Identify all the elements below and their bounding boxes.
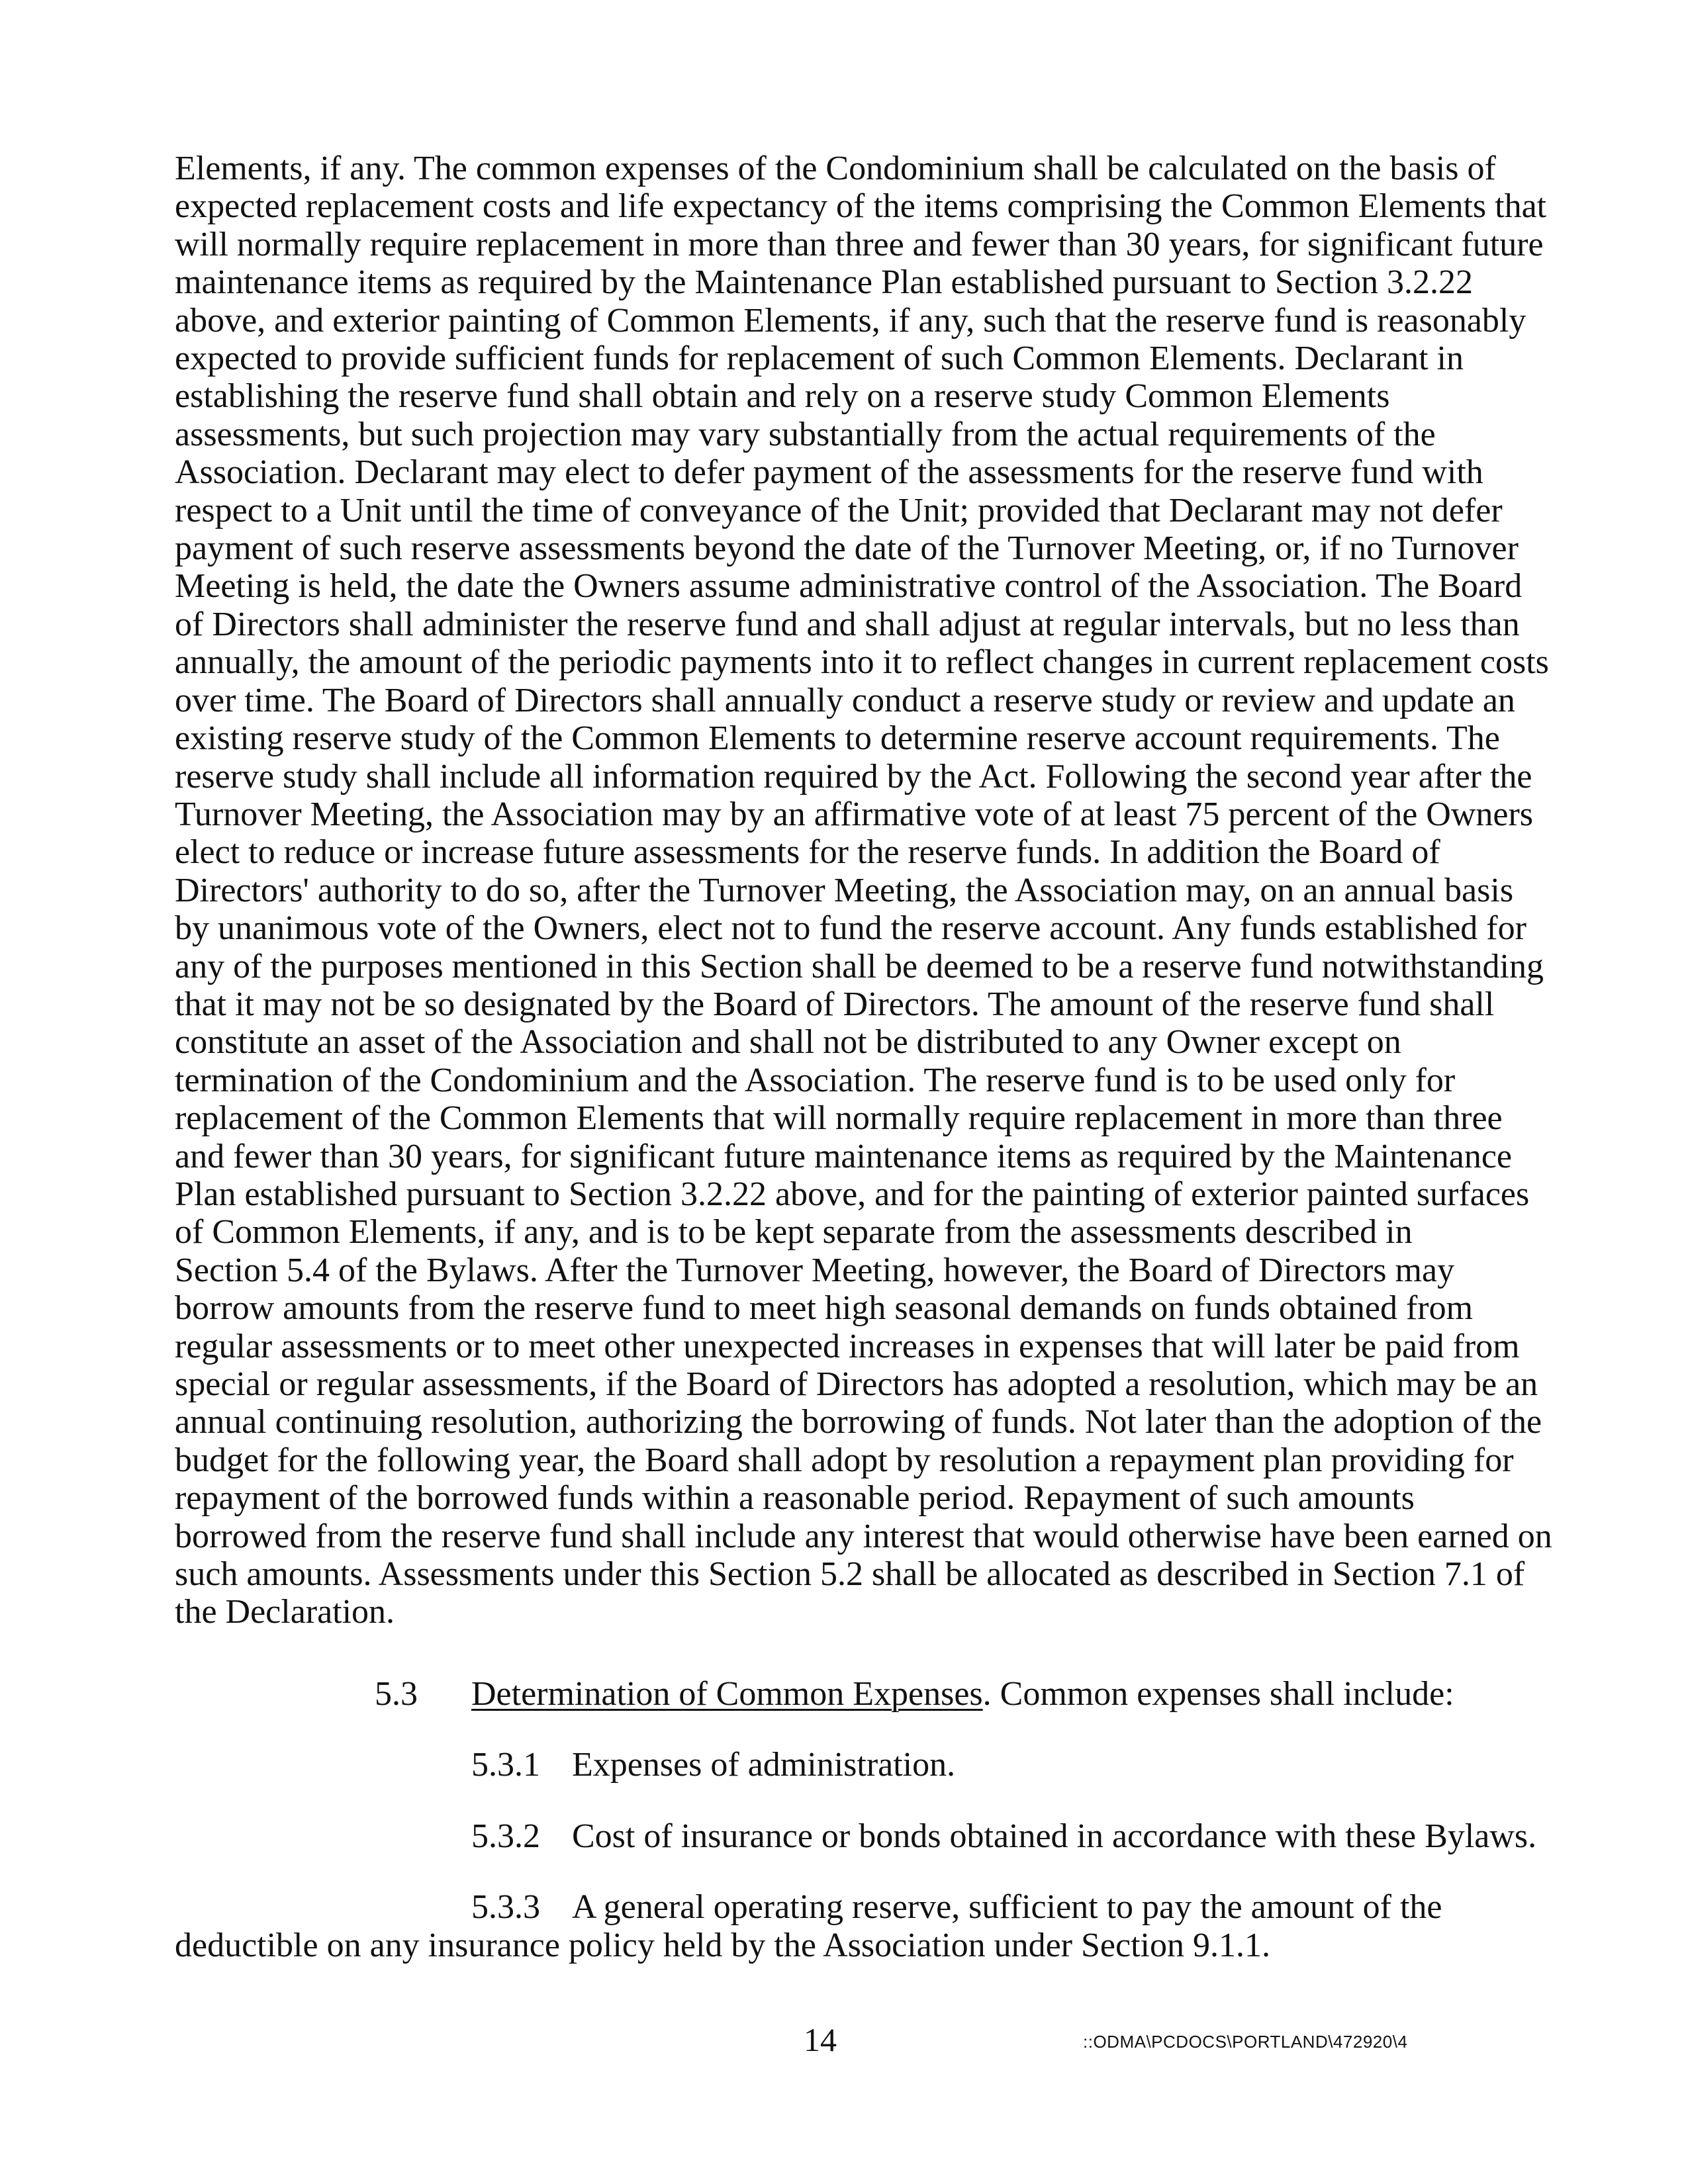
- paragraph-line: Plan established pursuant to Section 3.2.22 above, and for the painting of exterior painted surfaces: [175, 1175, 1530, 1213]
- item-number: 5.3.1: [471, 1746, 540, 1784]
- paragraph-line: such amounts. Assessments under this Section 5.2 shall be allocated as described in Section 7.1 of: [175, 1555, 1525, 1594]
- paragraph-line: above, and exterior painting of Common Elements, if any, such that the reserve fund is reasonably: [175, 301, 1526, 340]
- paragraph-line: expected replacement costs and life expectancy of the items comprising the Common Elements that: [175, 187, 1547, 226]
- paragraph-line: Section 5.4 of the Bylaws. After the Turnover Meeting, however, the Board of Directors may: [175, 1251, 1455, 1289]
- paragraph-line: and fewer than 30 years, for significant future maintenance items as required by the Maintenance: [175, 1137, 1512, 1175]
- paragraph-line: payment of such reserve assessments beyond the date of the Turnover Meeting, or, if no Turnover: [175, 529, 1519, 568]
- paragraph-line: Elements, if any. The common expenses of the Condominium shall be calculated on the basis of: [175, 150, 1496, 187]
- paragraph-line: expected to provide sufficient funds for replacement of such Common Elements. Declarant in: [175, 340, 1464, 378]
- paragraph-line: special or regular assessments, if the Board of Directors has adopted a resolution, which may be an: [175, 1365, 1538, 1403]
- item-continuation: deductible on any insurance policy held by the Association under Section 9.1.1.: [175, 1927, 1270, 1964]
- item-text: A general operating reserve, sufficient to pay the amount of the: [572, 1888, 1442, 1926]
- paragraph-line: reserve study shall include all information required by the Act. Following the second year after the: [175, 757, 1532, 796]
- section-intro-text: . Common expenses shall include:: [982, 1675, 1454, 1713]
- section-title: Determination of Common Expenses: [471, 1675, 983, 1713]
- paragraph-line: of Directors shall administer the reserve fund and shall adjust at regular intervals, but no less than: [175, 605, 1520, 643]
- paragraph-line: that it may not be so designated by the Board of Directors. The amount of the reserve fund shall: [175, 985, 1495, 1023]
- paragraph-line: Meeting is held, the date the Owners assume administrative control of the Association. The Board: [175, 567, 1523, 606]
- paragraph-line: the Declaration.: [175, 1593, 395, 1631]
- paragraph-line: constitute an asset of the Association and shall not be distributed to any Owner except on: [175, 1023, 1401, 1062]
- paragraph-line: existing reserve study of the Common Elements to determine reserve account requirements. The: [175, 719, 1500, 758]
- item-text: Cost of insurance or bonds obtained in accordance with these Bylaws.: [572, 1817, 1537, 1855]
- paragraph-line: annually, the amount of the periodic payments into it to reflect changes in current replacement costs: [175, 643, 1549, 682]
- paragraph-line: over time. The Board of Directors shall annually conduct a reserve study or review and update an: [175, 681, 1515, 719]
- paragraph-line: budget for the following year, the Board shall adopt by resolution a repayment plan providing for: [175, 1441, 1514, 1479]
- paragraph-line: annual continuing resolution, authorizing the borrowing of funds. Not later than the adoption of the: [175, 1403, 1542, 1441]
- paragraph-line: regular assessments or to meet other unexpected increases in expenses that will later be paid from: [175, 1327, 1520, 1365]
- section-number: 5.3: [375, 1675, 418, 1713]
- item-number: 5.3.3: [471, 1888, 540, 1926]
- page-number: 14: [804, 2021, 837, 2058]
- section-5-3-heading: [0, 1674, 1688, 1714]
- paragraph-line: any of the purposes mentioned in this Section shall be deemed to be a reserve fund notwithstanding: [175, 947, 1544, 985]
- list-item: [0, 1745, 1688, 1785]
- paragraph-line: establishing the reserve fund shall obtain and rely on a reserve study Common Elements: [175, 377, 1390, 416]
- list-item: [0, 1817, 1688, 1856]
- paragraph-line: Directors' authority to do so, after the Turnover Meeting, the Association may, on an annual basis: [175, 871, 1514, 909]
- paragraph-line: will normally require replacement in more than three and fewer than 30 years, for significant future: [175, 225, 1544, 263]
- item-number: 5.3.2: [471, 1817, 540, 1855]
- paragraph-line: of Common Elements, if any, and is to be kept separate from the assessments described in: [175, 1213, 1413, 1251]
- reserve-fund-paragraph: [175, 150, 1552, 1631]
- item-text: Expenses of administration.: [572, 1746, 956, 1784]
- paragraph-line: Association. Declarant may elect to defer payment of the assessments for the reserve fund with: [175, 453, 1483, 492]
- document-id: ::ODMA\PCDOCS\PORTLAND\472920\4: [1083, 2032, 1408, 2052]
- paragraph-line: borrow amounts from the reserve fund to meet high seasonal demands on funds obtained from: [175, 1289, 1474, 1328]
- paragraph-line: respect to a Unit until the time of conveyance of the Unit; provided that Declarant may not defer: [175, 491, 1503, 529]
- paragraph-line: by unanimous vote of the Owners, elect not to fund the reserve account. Any funds established for: [175, 909, 1526, 948]
- paragraph-line: assessments, but such projection may vary substantially from the actual requirements of the: [175, 415, 1436, 453]
- paragraph-line: borrowed from the reserve fund shall include any interest that would otherwise have been earned on: [175, 1517, 1552, 1555]
- paragraph-line: termination of the Condominium and the Association. The reserve fund is to be used only for: [175, 1061, 1456, 1099]
- paragraph-line: Turnover Meeting, the Association may by an affirmative vote of at least 75 percent of the Owners: [175, 795, 1534, 833]
- paragraph-line: maintenance items as required by the Maintenance Plan established pursuant to Section 3.2.22: [175, 263, 1474, 302]
- paragraph-line: replacement of the Common Elements that will normally require replacement in more than three: [175, 1099, 1503, 1138]
- paragraph-line: elect to reduce or increase future assessments for the reserve funds. In addition the Board of: [175, 833, 1440, 872]
- paragraph-line: repayment of the borrowed funds within a reasonable period. Repayment of such amounts: [175, 1479, 1415, 1518]
- list-item: [0, 1888, 1688, 1927]
